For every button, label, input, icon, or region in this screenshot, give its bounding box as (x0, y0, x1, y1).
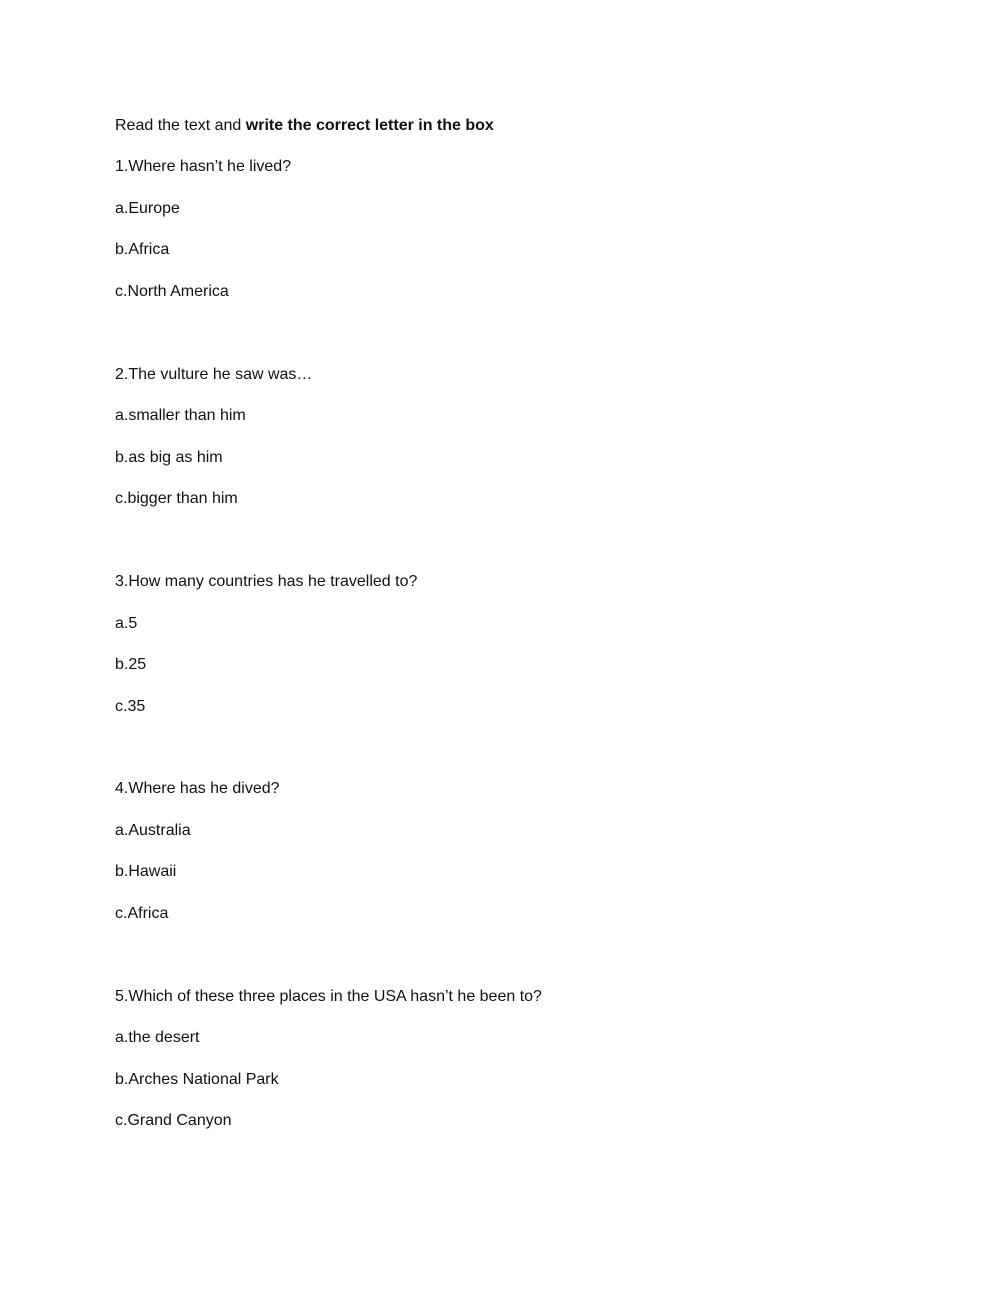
instruction-prefix: Read the text and (115, 117, 246, 134)
question-2-option-c: c.bigger than him (115, 490, 238, 507)
question-5-option-a: a.the desert (115, 1029, 200, 1046)
instruction-emphasis: write the correct letter in the box (245, 117, 494, 134)
question-2-prompt: 2.The vulture he saw was… (115, 366, 313, 383)
question-2-option-a: a.smaller than him (115, 407, 246, 424)
question-3-option-b: b.25 (115, 656, 147, 673)
question-3-option-c: c.35 (115, 698, 146, 715)
question-5-option-c: c.Grand Canyon (115, 1112, 232, 1129)
question-4-option-a: a.Australia (115, 822, 191, 839)
question-1-option-b: b.Africa (115, 241, 170, 258)
instruction (115, 116, 494, 136)
question-4-option-b: b.Hawaii (115, 863, 177, 880)
question-4-option-c: c.Africa (115, 905, 169, 922)
question-2-option-b: b.as big as him (115, 449, 223, 466)
question-3-option-a: a.5 (115, 615, 138, 632)
question-1-option-a: a.Europe (115, 200, 180, 217)
question-4-prompt: 4.Where has he dived? (115, 780, 280, 797)
question-3-prompt: 3.How many countries has he travelled to? (115, 573, 418, 590)
question-5-prompt: 5.Which of these three places in the USA hasn’t he been to? (115, 988, 542, 1005)
question-1-prompt: 1.Where hasn’t he lived? (115, 158, 292, 175)
question-5-option-b: b.Arches National Park (115, 1071, 279, 1088)
question-1-option-c: c.North America (115, 283, 229, 300)
